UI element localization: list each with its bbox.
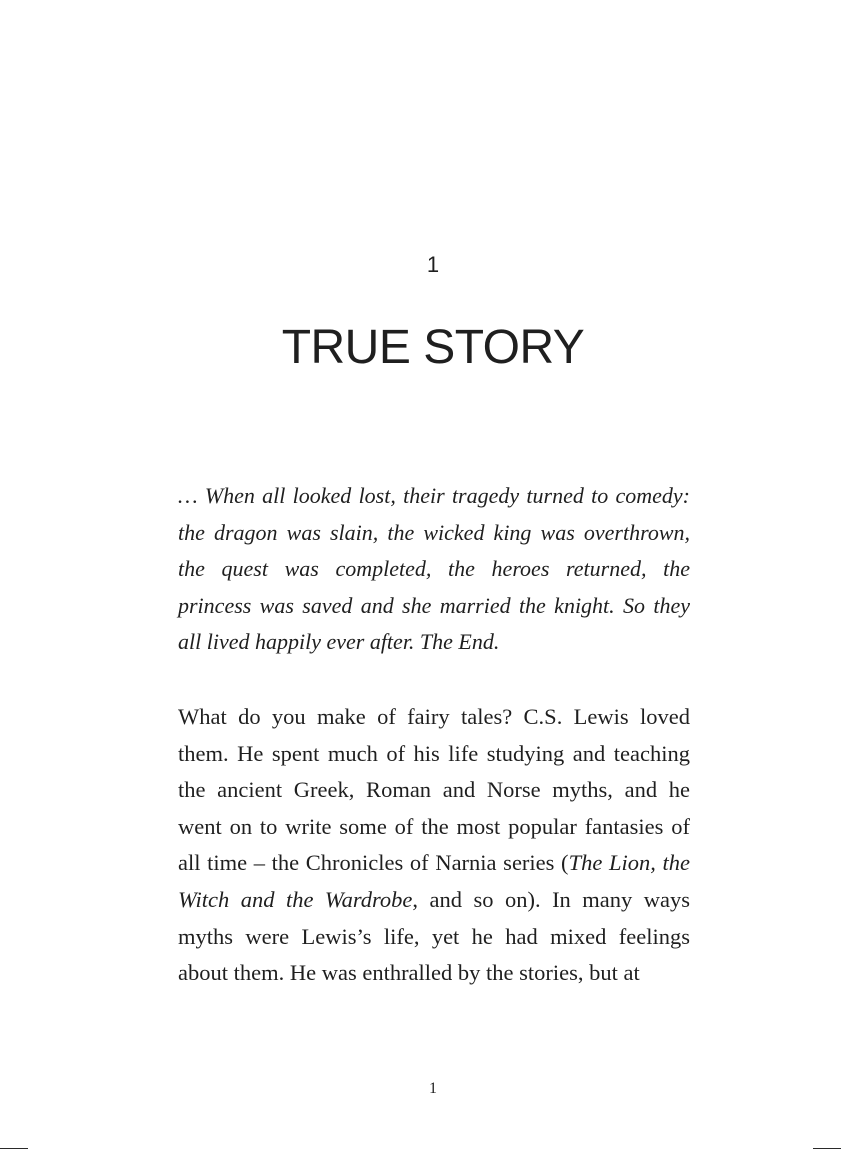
crop-mark-right <box>813 1148 841 1149</box>
book-title-italic: The Lion, the Witch and the Wardrobe <box>178 850 690 912</box>
page-number: 1 <box>429 1080 437 1097</box>
epigraph: … When all looked lost, their tragedy turned to comedy: the dragon was slain, the wicked king was overthrown, the quest was completed, the heroes returned, the princess was saved and she married the knight. So they all lived happily ever after. The End. <box>178 483 690 655</box>
chapter-number: 1 <box>426 252 440 277</box>
chapter-title: TRUE STORY <box>281 321 585 374</box>
crop-mark-left <box>0 1148 28 1149</box>
body-text-after-italic: , and so on). In many ways myths were Lewis’s life, yet he had mixed feelings about them. He was enthralled by the stories, but at <box>178 886 690 986</box>
body-paragraph <box>178 699 690 992</box>
body-text-before-italic: What do you make of fairy tales? C.S. Lewis loved them. He spent much of his life studying and teaching the ancient Greek, Roman and Norse myths, and he went on to write some of the most popular fantasies of all time – the Chronicles of Narnia series ( <box>178 704 690 876</box>
